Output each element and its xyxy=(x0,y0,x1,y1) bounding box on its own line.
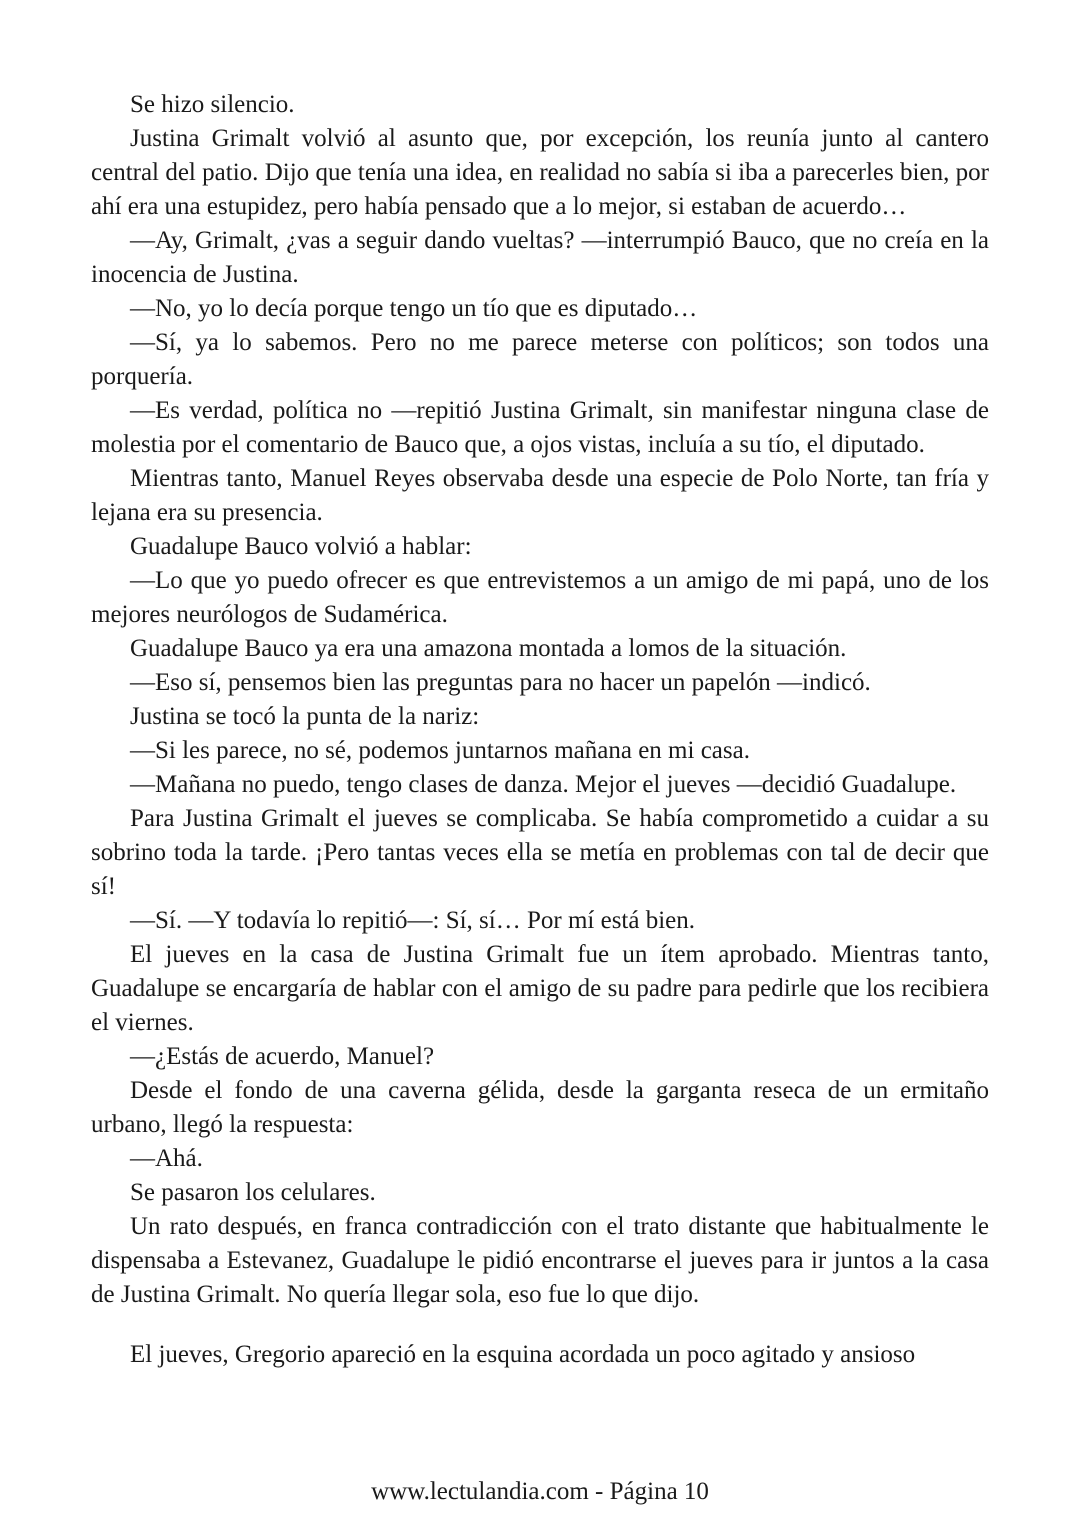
paragraph: Se pasaron los celulares. xyxy=(130,1179,376,1206)
paragraph: —¿Estás de acuerdo, Manuel? xyxy=(130,1043,435,1070)
paragraph: Justina Grimalt volvió al asunto que, por excepción, los reunía junto al cantero central del patio. Dijo que tenía una idea, en realidad no sabía si iba a parecerles bien, por ahí era una estupidez, pero había pensado que a lo mejor, si estaban de acuerdo… xyxy=(91,125,989,220)
paragraph: —No, yo lo decía porque tengo un tío que es diputado… xyxy=(130,295,698,322)
paragraph: —Mañana no puedo, tengo clases de danza. Mejor el jueves —decidió Guadalupe. xyxy=(130,771,957,798)
page-body xyxy=(91,88,989,1372)
paragraph: —Lo que yo puedo ofrecer es que entrevistemos a un amigo de mi papá, uno de los mejores neurólogos de Sudamérica. xyxy=(91,567,989,628)
paragraph: —Ahá. xyxy=(130,1145,203,1172)
paragraph: El jueves, Gregorio apareció en la esquina acordada un poco agitado y ansioso xyxy=(130,1341,916,1368)
paragraph: —Eso sí, pensemos bien las preguntas para no hacer un papelón —indicó. xyxy=(130,669,871,696)
paragraph: Justina se tocó la punta de la nariz: xyxy=(130,703,480,730)
paragraph: Guadalupe Bauco ya era una amazona montada a lomos de la situación. xyxy=(130,635,847,662)
paragraph: —Sí. —Y todavía lo repitió—: Sí, sí… Por mí está bien. xyxy=(130,907,696,934)
paragraph: El jueves en la casa de Justina Grimalt fue un ítem aprobado. Mientras tanto, Guadalupe se encargaría de hablar con el amigo de su padre para pedirle que los recibiera el viernes. xyxy=(91,941,989,1036)
paragraph: Para Justina Grimalt el jueves se complicaba. Se había comprometido a cuidar a su sobrino toda la tarde. ¡Pero tantas veces ella se metía en problemas con tal de decir que sí! xyxy=(91,805,989,900)
paragraph: Un rato después, en franca contradicción con el trato distante que habitualmente le dispensaba a Estevanez, Guadalupe le pidió encontrarse el jueves para ir juntos a la casa de Justina Grimalt. No quería llegar sola, eso fue lo que dijo. xyxy=(91,1213,989,1308)
paragraph: Mientras tanto, Manuel Reyes observaba desde una especie de Polo Norte, tan fría y lejana era su presencia. xyxy=(91,465,989,526)
paragraph: —Es verdad, política no —repitió Justina Grimalt, sin manifestar ninguna clase de molestia por el comentario de Bauco que, a ojos vistas, incluía a su tío, el diputado. xyxy=(91,397,989,458)
paragraph: —Si les parece, no sé, podemos juntarnos mañana en mi casa. xyxy=(130,737,750,764)
page-footer: www.lectulandia.com - Página 10 xyxy=(371,1478,709,1505)
paragraph: Desde el fondo de una caverna gélida, desde la garganta reseca de un ermitaño urbano, llegó la respuesta: xyxy=(91,1077,989,1138)
paragraph: Guadalupe Bauco volvió a hablar: xyxy=(130,533,472,560)
paragraph: —Sí, ya lo sabemos. Pero no me parece meterse con políticos; son todos una porquería. xyxy=(91,329,989,390)
paragraph: —Ay, Grimalt, ¿vas a seguir dando vueltas? —interrumpió Bauco, que no creía en la inocencia de Justina. xyxy=(91,227,989,288)
paragraph: Se hizo silencio. xyxy=(130,91,295,118)
